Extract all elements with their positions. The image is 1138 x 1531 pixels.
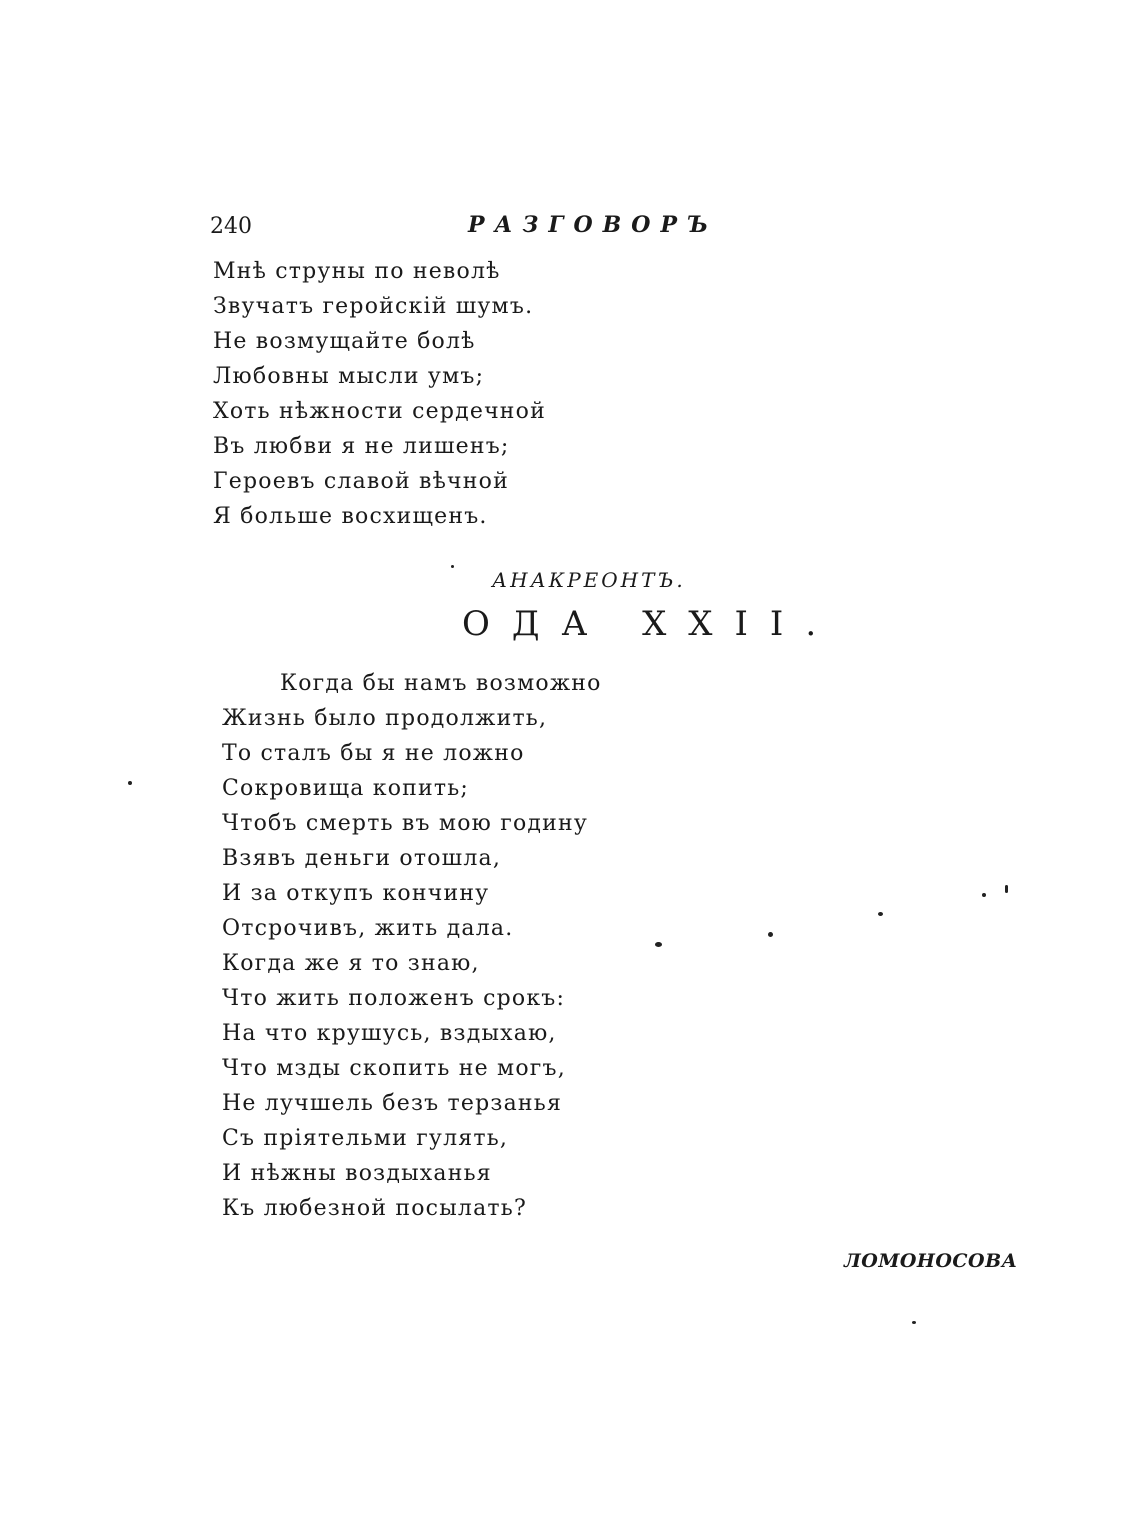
scan-speck: [655, 942, 662, 947]
catchword: ЛОМОНОСОВА: [844, 1250, 1018, 1272]
verse-line: Когда бы намъ возможно: [280, 671, 602, 696]
scan-speck: [128, 781, 132, 785]
ode-title: ОДА XXII.: [462, 604, 839, 644]
verse-line: На что крушусь, вздыхаю,: [222, 1021, 557, 1046]
verse-line: Чтобъ смерть въ мою годину: [222, 811, 589, 836]
verse-line: И нѣжны воздыханья: [222, 1161, 492, 1186]
verse-line: Не возмущайте болѣ: [213, 329, 476, 354]
verse-line: Съ пріятельми гулять,: [222, 1126, 509, 1151]
verse-line: Въ любви я не лишенъ;: [213, 434, 510, 459]
verse-line: Что мзды скопить не могъ,: [222, 1056, 566, 1081]
scan-speck: [878, 912, 883, 916]
verse-line: Мнѣ струны по неволѣ: [213, 259, 501, 284]
scan-speck: [982, 893, 986, 897]
verse-line: Сокровища копить;: [222, 776, 470, 801]
scan-speck: [451, 565, 454, 568]
verse-line: Что жить положенъ срокъ:: [222, 986, 566, 1011]
verse-line: Я больше восхищенъ.: [213, 504, 488, 529]
verse-line: И за откупъ кончину: [222, 881, 490, 906]
verse-line: Любовны мысли умъ;: [213, 364, 485, 389]
stanza-2: [222, 666, 602, 1226]
verse-line: Жизнь было продолжить,: [222, 706, 548, 731]
page-number: 240: [210, 214, 252, 239]
verse-line: Отсрочивъ, жить дала.: [222, 916, 514, 941]
verse-line: То сталъ бы я не ложно: [222, 741, 525, 766]
scan-speck: [1005, 885, 1008, 893]
verse-line: Хоть нѣжности сердечной: [213, 399, 546, 424]
verse-line: Взявъ деньги отошла,: [222, 846, 502, 871]
verse-line: Не лучшель безъ терзанья: [222, 1091, 563, 1116]
verse-line: Звучатъ геройскій шумъ.: [213, 294, 534, 319]
section-author: АНАКРЕОНТЪ.: [492, 568, 686, 592]
running-head: РАЗГОВОРЪ: [468, 212, 719, 238]
verse-line: Героевъ славой вѣчной: [213, 469, 509, 494]
scan-speck: [768, 932, 773, 937]
stanza-1: [213, 254, 546, 534]
verse-line: Когда же я то знаю,: [222, 951, 480, 976]
scan-speck: [912, 1321, 916, 1324]
verse-line: Къ любезной посылать?: [222, 1196, 527, 1221]
